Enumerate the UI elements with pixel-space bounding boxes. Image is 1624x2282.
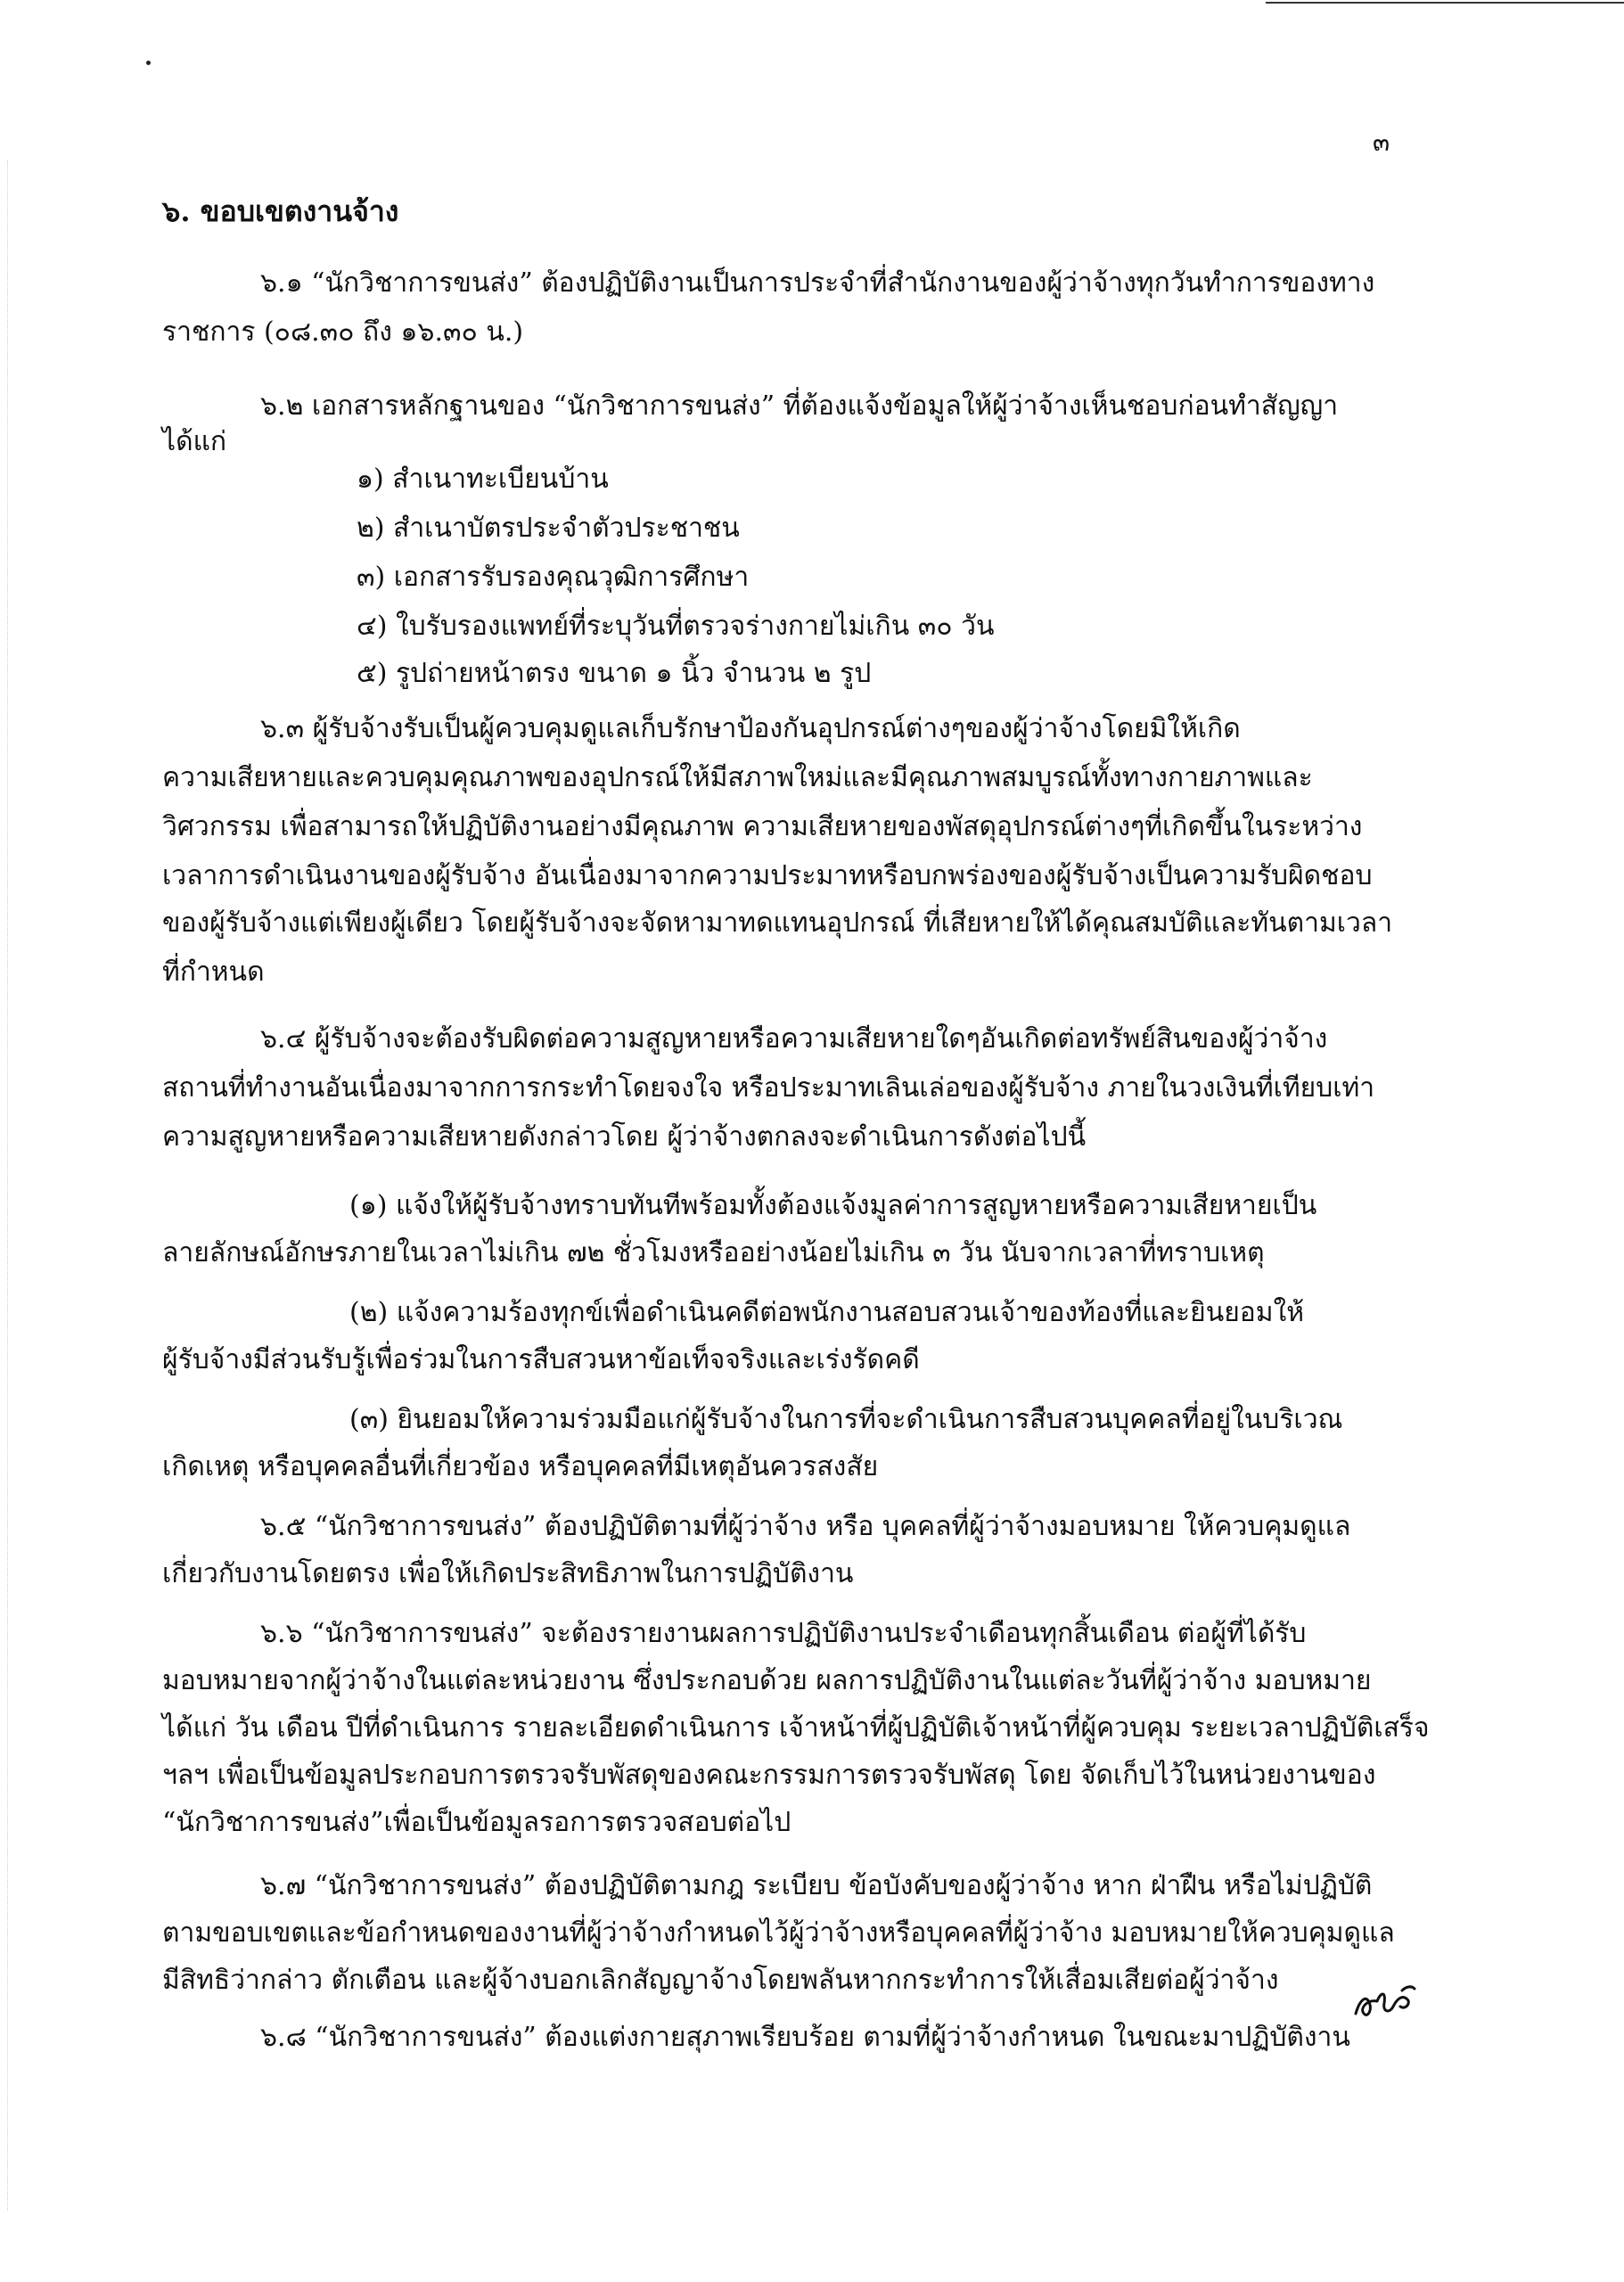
document-list-item: ๒) สำเนาบัตรประจำตัวประชาชน <box>357 513 740 544</box>
paragraph-6-3-line-3: วิศวกรรม เพื่อสามารถให้ปฏิบัติงานอย่างมีคุณภาพ ความเสียหายของพัสดุอุปกรณ์ต่างๆที่เกิดขึ้นในระหว่าง <box>162 811 1363 842</box>
scan-dot-mark <box>146 61 151 65</box>
paragraph-6-5-line-1: ๖.๕ “นักวิชาการขนส่ง” ต้องปฏิบัติตามที่ผู้ว่าจ้าง หรือ บุคคลที่ผู้ว่าจ้างมอบหมาย ให้ควบคุมดูแล <box>260 1511 1351 1542</box>
handwritten-signature <box>1350 1974 1422 2028</box>
paragraph-6-1-line-1: ๖.๑ “นักวิชาการขนส่ง” ต้องปฏิบัติงานเป็นการประจำที่สำนักงานของผู้ว่าจ้างทุกวันทำการของทาง <box>260 267 1375 299</box>
paragraph-6-4-1-line-2: ลายลักษณ์อักษรภายในเวลาไม่เกิน ๗๒ ชั่วโมงหรืออย่างน้อยไม่เกิน ๓ วัน นับจากเวลาที่ทราบเหตุ <box>162 1237 1265 1268</box>
scan-edge-specks <box>7 160 11 2211</box>
paragraph-6-6-line-1: ๖.๖ “นักวิชาการขนส่ง” จะต้องรายงานผลการปฏิบัติงานประจำเดือนทุกสิ้นเดือน ต่อผู้ที่ได้รับ <box>260 1618 1307 1649</box>
document-list-item: ๕) รูปถ่ายหน้าตรง ขนาด ๑ นิ้ว จำนวน ๒ รูป <box>357 658 872 689</box>
paragraph-6-2-line-1: ๖.๒ เอกสารหลักฐานของ “นักวิชาการขนส่ง” ที่ต้องแจ้งข้อมูลให้ผู้ว่าจ้างเห็นชอบก่อนทำสัญญา <box>260 390 1339 422</box>
paragraph-6-6-line-5: “นักวิชาการขนส่ง”เพื่อเป็นข้อมูลรอการตรวจสอบต่อไป <box>162 1807 791 1838</box>
paragraph-6-4-3-line-1: (๓) ยินยอมให้ความร่วมมือแก่ผู้รับจ้างในการที่จะดำเนินการสืบสวนบุคคลที่อยู่ในบริเวณ <box>349 1404 1343 1435</box>
paragraph-6-7-line-2: ตามขอบเขตและข้อกำหนดของงานที่ผู้ว่าจ้างกำหนดไว้ผู้ว่าจ้างหรือบุคคลที่ผู้ว่าจ้าง มอบหมายให้ควบคุมดูแล <box>162 1917 1395 1949</box>
paragraph-6-4-line-1: ๖.๔ ผู้รับจ้างจะต้องรับผิดต่อความสูญหายหรือความเสียหายใดๆอันเกิดต่อทรัพย์สินของผู้ว่าจ้าง <box>260 1023 1328 1055</box>
page-number: ๓ <box>1373 127 1390 157</box>
paragraph-6-3-line-5: ของผู้รับจ้างแต่เพียงผู้เดียว โดยผู้รับจ้างจะจัดหามาทดแทนอุปกรณ์ ที่เสียหายให้ได้คุณสมบัติและทันตามเวลา <box>162 907 1393 939</box>
top-edge-rule <box>1266 2 1624 4</box>
document-list-item: ๓) เอกสารรับรองคุณวุฒิการศึกษา <box>357 562 750 593</box>
section-heading: ๖. ขอบเขตงานจ้าง <box>162 194 399 228</box>
paragraph-6-5-line-2: เกี่ยวกับงานโดยตรง เพื่อให้เกิดประสิทธิภาพในการปฏิบัติงาน <box>162 1558 854 1589</box>
paragraph-6-4-2-line-2: ผู้รับจ้างมีส่วนรับรู้เพื่อร่วมในการสืบสวนหาข้อเท็จจริงและเร่งรัดคดี <box>162 1344 920 1375</box>
paragraph-6-4-3-line-2: เกิดเหตุ หรือบุคคลอื่นที่เกี่ยวข้อง หรือบุคคลที่มีเหตุอันควรสงสัย <box>162 1451 879 1482</box>
paragraph-6-6-line-2: มอบหมายจากผู้ว่าจ้างในแต่ละหน่วยงาน ซึ่งประกอบด้วย ผลการปฏิบัติงานในแต่ละวันที่ผู้ว่าจ้าง มอบหมาย <box>162 1665 1372 1696</box>
paragraph-6-3-line-2: ความเสียหายและควบคุมคุณภาพของอุปกรณ์ให้มีสภาพใหม่และมีคุณภาพสมบูรณ์ทั้งทางกายภาพและ <box>162 762 1313 793</box>
paragraph-6-4-1-line-1: (๑) แจ้งให้ผู้รับจ้างทราบทันทีพร้อมทั้งต้องแจ้งมูลค่าการสูญหายหรือความเสียหายเป็น <box>349 1190 1317 1221</box>
paragraph-6-6-line-3: ได้แก่ วัน เดือน ปีที่ดำเนินการ รายละเอียดดำเนินการ เจ้าหน้าที่ผู้ปฏิบัติเจ้าหน้าที่ผู้ควบคุม ระยะเวลาปฏิบัติเสร็จ <box>162 1712 1430 1744</box>
paragraph-6-7-line-3: มีสิทธิว่ากล่าว ตักเตือน และผู้จ้างบอกเลิกสัญญาจ้างโดยพลันหากกระทำการให้เสื่อมเสียต่อผู้ว่าจ้าง <box>162 1965 1279 1996</box>
paragraph-6-6-line-4: ฯลฯ เพื่อเป็นข้อมูลประกอบการตรวจรับพัสดุของคณะกรรมการตรวจรับพัสดุ โดย จัดเก็บไว้ในหน่วยงานของ <box>162 1760 1376 1791</box>
paragraph-6-1-line-2: ราชการ (๐๘.๓๐ ถึง ๑๖.๓๐ น.) <box>162 316 524 348</box>
paragraph-6-3-line-1: ๖.๓ ผู้รับจ้างรับเป็นผู้ควบคุมดูแลเก็บรักษาป้องกันอุปกรณ์ต่างๆของผู้ว่าจ้างโดยมิให้เกิด <box>260 713 1241 744</box>
paragraph-6-8-line-1: ๖.๘ “นักวิชาการขนส่ง” ต้องแต่งกายสุภาพเรียบร้อย ตามที่ผู้ว่าจ้างกำหนด ในขณะมาปฏิบัติงาน <box>260 2022 1350 2053</box>
paragraph-6-4-2-line-1: (๒) แจ้งความร้องทุกข์เพื่อดำเนินคดีต่อพนักงานสอบสวนเจ้าของท้องที่และยินยอมให้ <box>349 1297 1305 1328</box>
paragraph-6-4-line-2: สถานที่ทำงานอันเนื่องมาจากการกระทำโดยจงใจ หรือประมาทเลินเล่อของผู้รับจ้าง ภายในวงเงินที่เทียบเท่า <box>162 1072 1375 1104</box>
document-list-item: ๑) สำเนาทะเบียนบ้าน <box>357 464 609 495</box>
paragraph-6-3-line-4: เวลาการดำเนินงานของผู้รับจ้าง อันเนื่องมาจากความประมาทหรือบกพร่องของผู้รับจ้างเป็นความรับผิดชอบ <box>162 860 1373 891</box>
paragraph-6-7-line-1: ๖.๗ “นักวิชาการขนส่ง” ต้องปฏิบัติตามกฎ ระเบียบ ข้อบังคับของผู้ว่าจ้าง หาก ฝ่าฝืน หรือไม่ปฏิบัติ <box>260 1870 1373 1901</box>
document-list-item: ๔) ใบรับรองแพทย์ที่ระบุวันที่ตรวจร่างกายไม่เกิน ๓๐ วัน <box>357 611 995 642</box>
paragraph-6-4-line-3: ความสูญหายหรือความเสียหายดังกล่าวโดย ผู้ว่าจ้างตกลงจะดำเนินการดังต่อไปนี้ <box>162 1121 1087 1153</box>
paragraph-6-2-line-2: ได้แก่ <box>162 426 227 457</box>
paragraph-6-3-line-6: ที่กำหนด <box>162 956 265 988</box>
